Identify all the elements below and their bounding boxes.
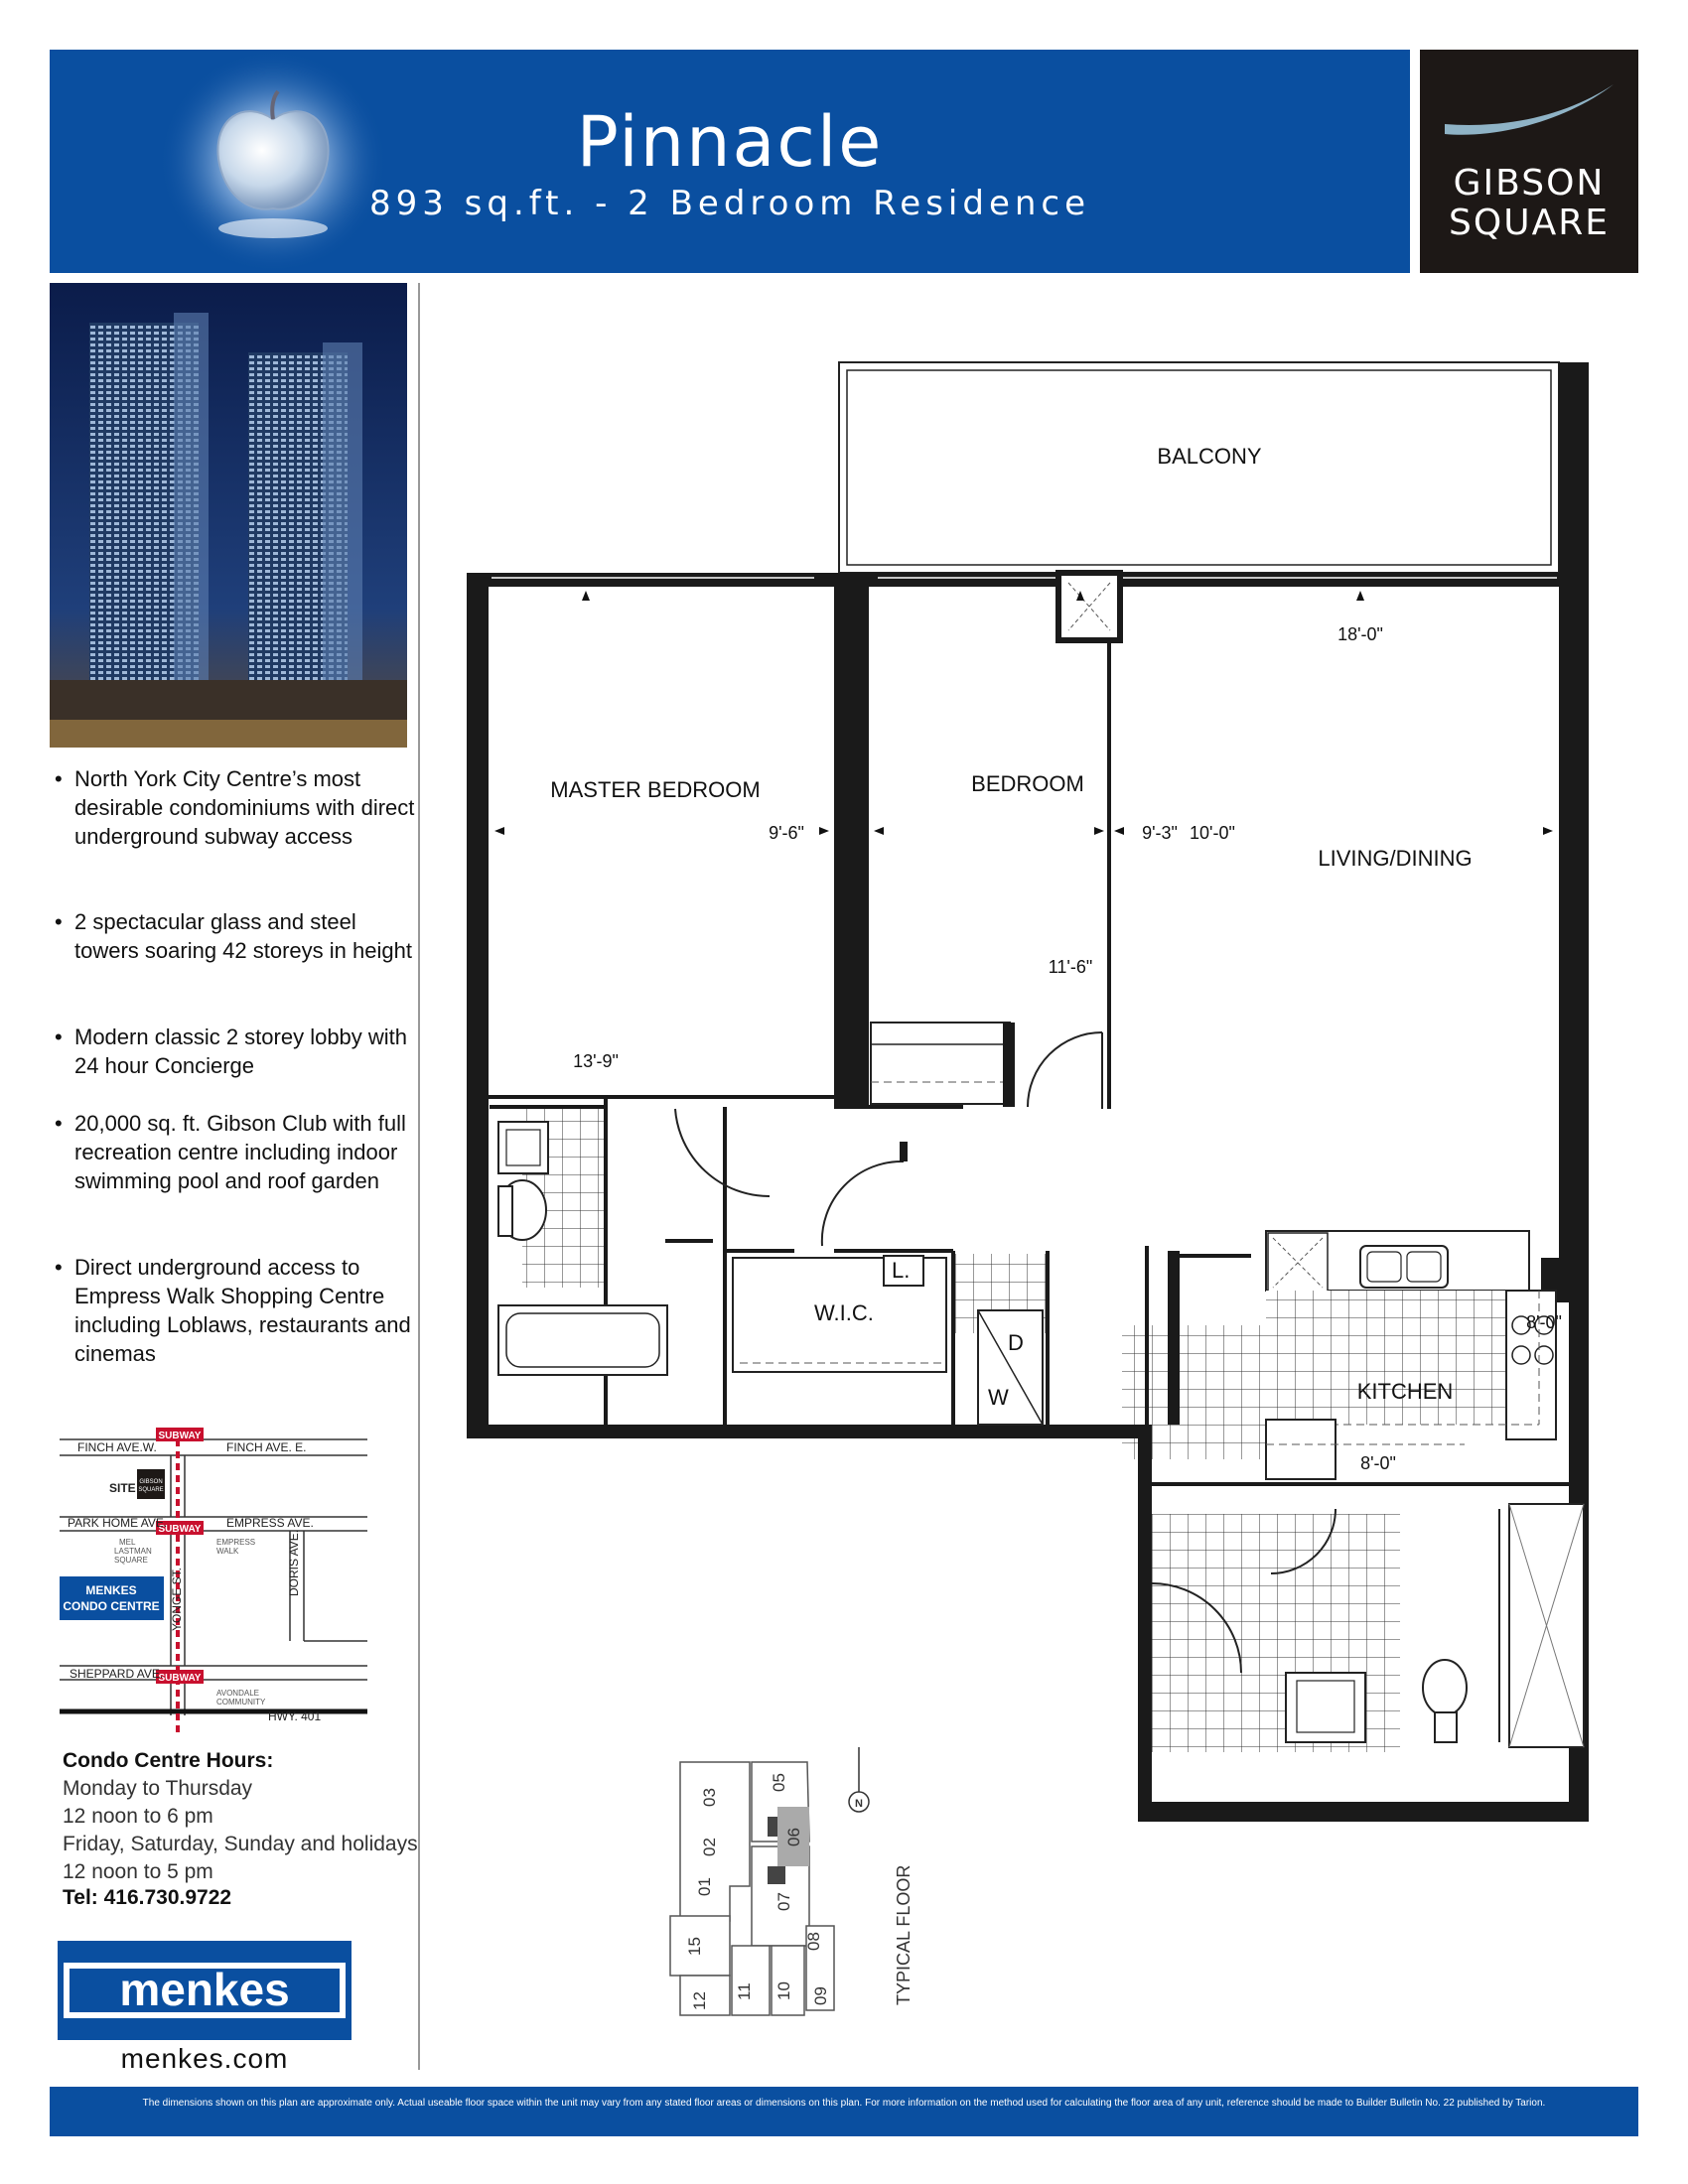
header-banner [50,50,1410,273]
dim-master-width: 9'-6" [769,823,804,843]
gibson-square-logo [1420,50,1638,273]
dim-living-depth: 10'-0" [1190,823,1235,843]
feature-item: • 2 spectacular glass and steel towers soaring 42 storeys in height [55,909,412,963]
dim-master-depth: 13'-9" [573,1051,619,1071]
svg-text:10: 10 [774,1981,793,2000]
hours-line: Friday, Saturday, Sunday and holidays [63,1833,418,1855]
svg-text:COMMUNITY: COMMUNITY [216,1698,266,1706]
living-dining-label: LIVING/DINING [1318,846,1473,871]
linen-label: L. [892,1258,911,1283]
typical-floor-label: TYPICAL FLOOR [894,1864,914,2005]
svg-text:MEL: MEL [119,1538,136,1547]
hours-line: 12 noon to 6 pm [63,1805,213,1828]
svg-text:FINCH AVE. E.: FINCH AVE. E. [226,1440,307,1454]
hours-title: Condo Centre Hours: [63,1749,274,1772]
dim-kitchen-2: 8'-0" [1360,1453,1396,1473]
dim-living-width: 18'-0" [1337,624,1383,644]
wic-label: W.I.C. [814,1300,874,1325]
kitchen-label: KITCHEN [1356,1379,1454,1404]
svg-text:EMPRESS AVE.: EMPRESS AVE. [226,1516,314,1530]
washer-label: W [988,1385,1009,1410]
towers-rendering-image [50,283,407,748]
swoosh-icon [1440,79,1618,149]
svg-text:SUBWAY: SUBWAY [158,1673,202,1684]
svg-text:12: 12 [690,1991,709,2010]
svg-text:PARK HOME AVE.: PARK HOME AVE. [68,1516,168,1530]
dryer-label: D [1008,1330,1024,1355]
page-subtitle: 893 sq.ft. - 2 Bedroom Residence [368,184,1091,223]
dim-bedroom-width: 9'-3" [1142,823,1178,843]
dim-bedroom-depth: 11'-6" [1048,957,1093,977]
page-title: Pinnacle [576,101,884,183]
svg-text:08: 08 [804,1932,823,1951]
svg-text:MENKES: MENKES [85,1583,137,1597]
feature-item: • 20,000 sq. ft. Gibson Club with full recreation centre including indoor swimming pool and roof garden [55,1111,406,1193]
balcony-label: BALCONY [1157,444,1262,469]
svg-text:SQUARE: SQUARE [114,1556,148,1565]
svg-text:GIBSON: GIBSON [139,1479,163,1485]
brand-line-2: SQUARE [1449,203,1610,243]
svg-text:SITE: SITE [109,1481,136,1495]
floor-plan [437,352,1628,1822]
svg-text:15: 15 [685,1937,704,1956]
brand-line-1: GIBSON [1453,163,1606,204]
menkes-logo [58,1941,352,2040]
svg-text:01: 01 [695,1877,714,1896]
svg-text:SUBWAY: SUBWAY [158,1431,202,1441]
feature-item: • North York City Centre’s most desirable condominiums with direct underground subway access [55,766,415,849]
master-bedroom-label: MASTER BEDROOM [550,777,761,802]
svg-text:11: 11 [735,1982,754,2000]
svg-text:WALK: WALK [216,1547,239,1556]
hours-line: 12 noon to 5 pm [63,1860,213,1883]
svg-text:HWY. 401: HWY. 401 [268,1709,322,1723]
svg-text:05: 05 [770,1773,788,1792]
menkes-website[interactable]: menkes.com [120,2043,289,2074]
svg-text:YONGE ST.: YONGE ST. [170,1567,184,1631]
svg-text:SUBWAY: SUBWAY [158,1524,202,1535]
svg-text:SHEPPARD AVE.: SHEPPARD AVE. [70,1667,164,1681]
phone-number: Tel: 416.730.9722 [63,1886,232,1909]
svg-text:09: 09 [811,1986,830,2005]
bedroom-label: BEDROOM [971,771,1084,796]
svg-text:03: 03 [700,1788,719,1807]
svg-text:CONDO CENTRE: CONDO CENTRE [63,1599,160,1613]
svg-text:06: 06 [784,1828,803,1846]
svg-text:SQUARE: SQUARE [138,1487,164,1493]
svg-text:DORIS AVE.: DORIS AVE. [287,1529,301,1596]
svg-text:AVONDALE: AVONDALE [216,1689,259,1698]
svg-text:EMPRESS: EMPRESS [216,1538,256,1547]
hours-line: Monday to Thursday [63,1777,253,1800]
svg-text:07: 07 [774,1892,793,1911]
feature-item: • Modern classic 2 storey lobby with 24 hour Concierge [55,1024,408,1078]
location-map [60,1418,377,1740]
svg-text:N: N [855,1798,863,1810]
svg-text:LASTMAN: LASTMAN [114,1547,152,1556]
dim-kitchen-1: 8'-0" [1526,1312,1562,1332]
svg-text:menkes: menkes [119,1964,290,2015]
feature-item: • Direct underground access to Empress Walk Shopping Centre including Loblaws, restaurants and cinemas [55,1255,411,1366]
svg-text:02: 02 [700,1838,719,1856]
footer-disclaimer: The dimensions shown on this plan are approximate only. Actual useable floor space within the unit may vary from any stated floor areas or dimensions on this plan. For more information on the method used for calculating the floor area of any unit, reference should be made to Builder Bulletin No. 22 published by Tarion. [50,2087,1638,2136]
svg-text:FINCH AVE.W.: FINCH AVE.W. [77,1440,157,1454]
